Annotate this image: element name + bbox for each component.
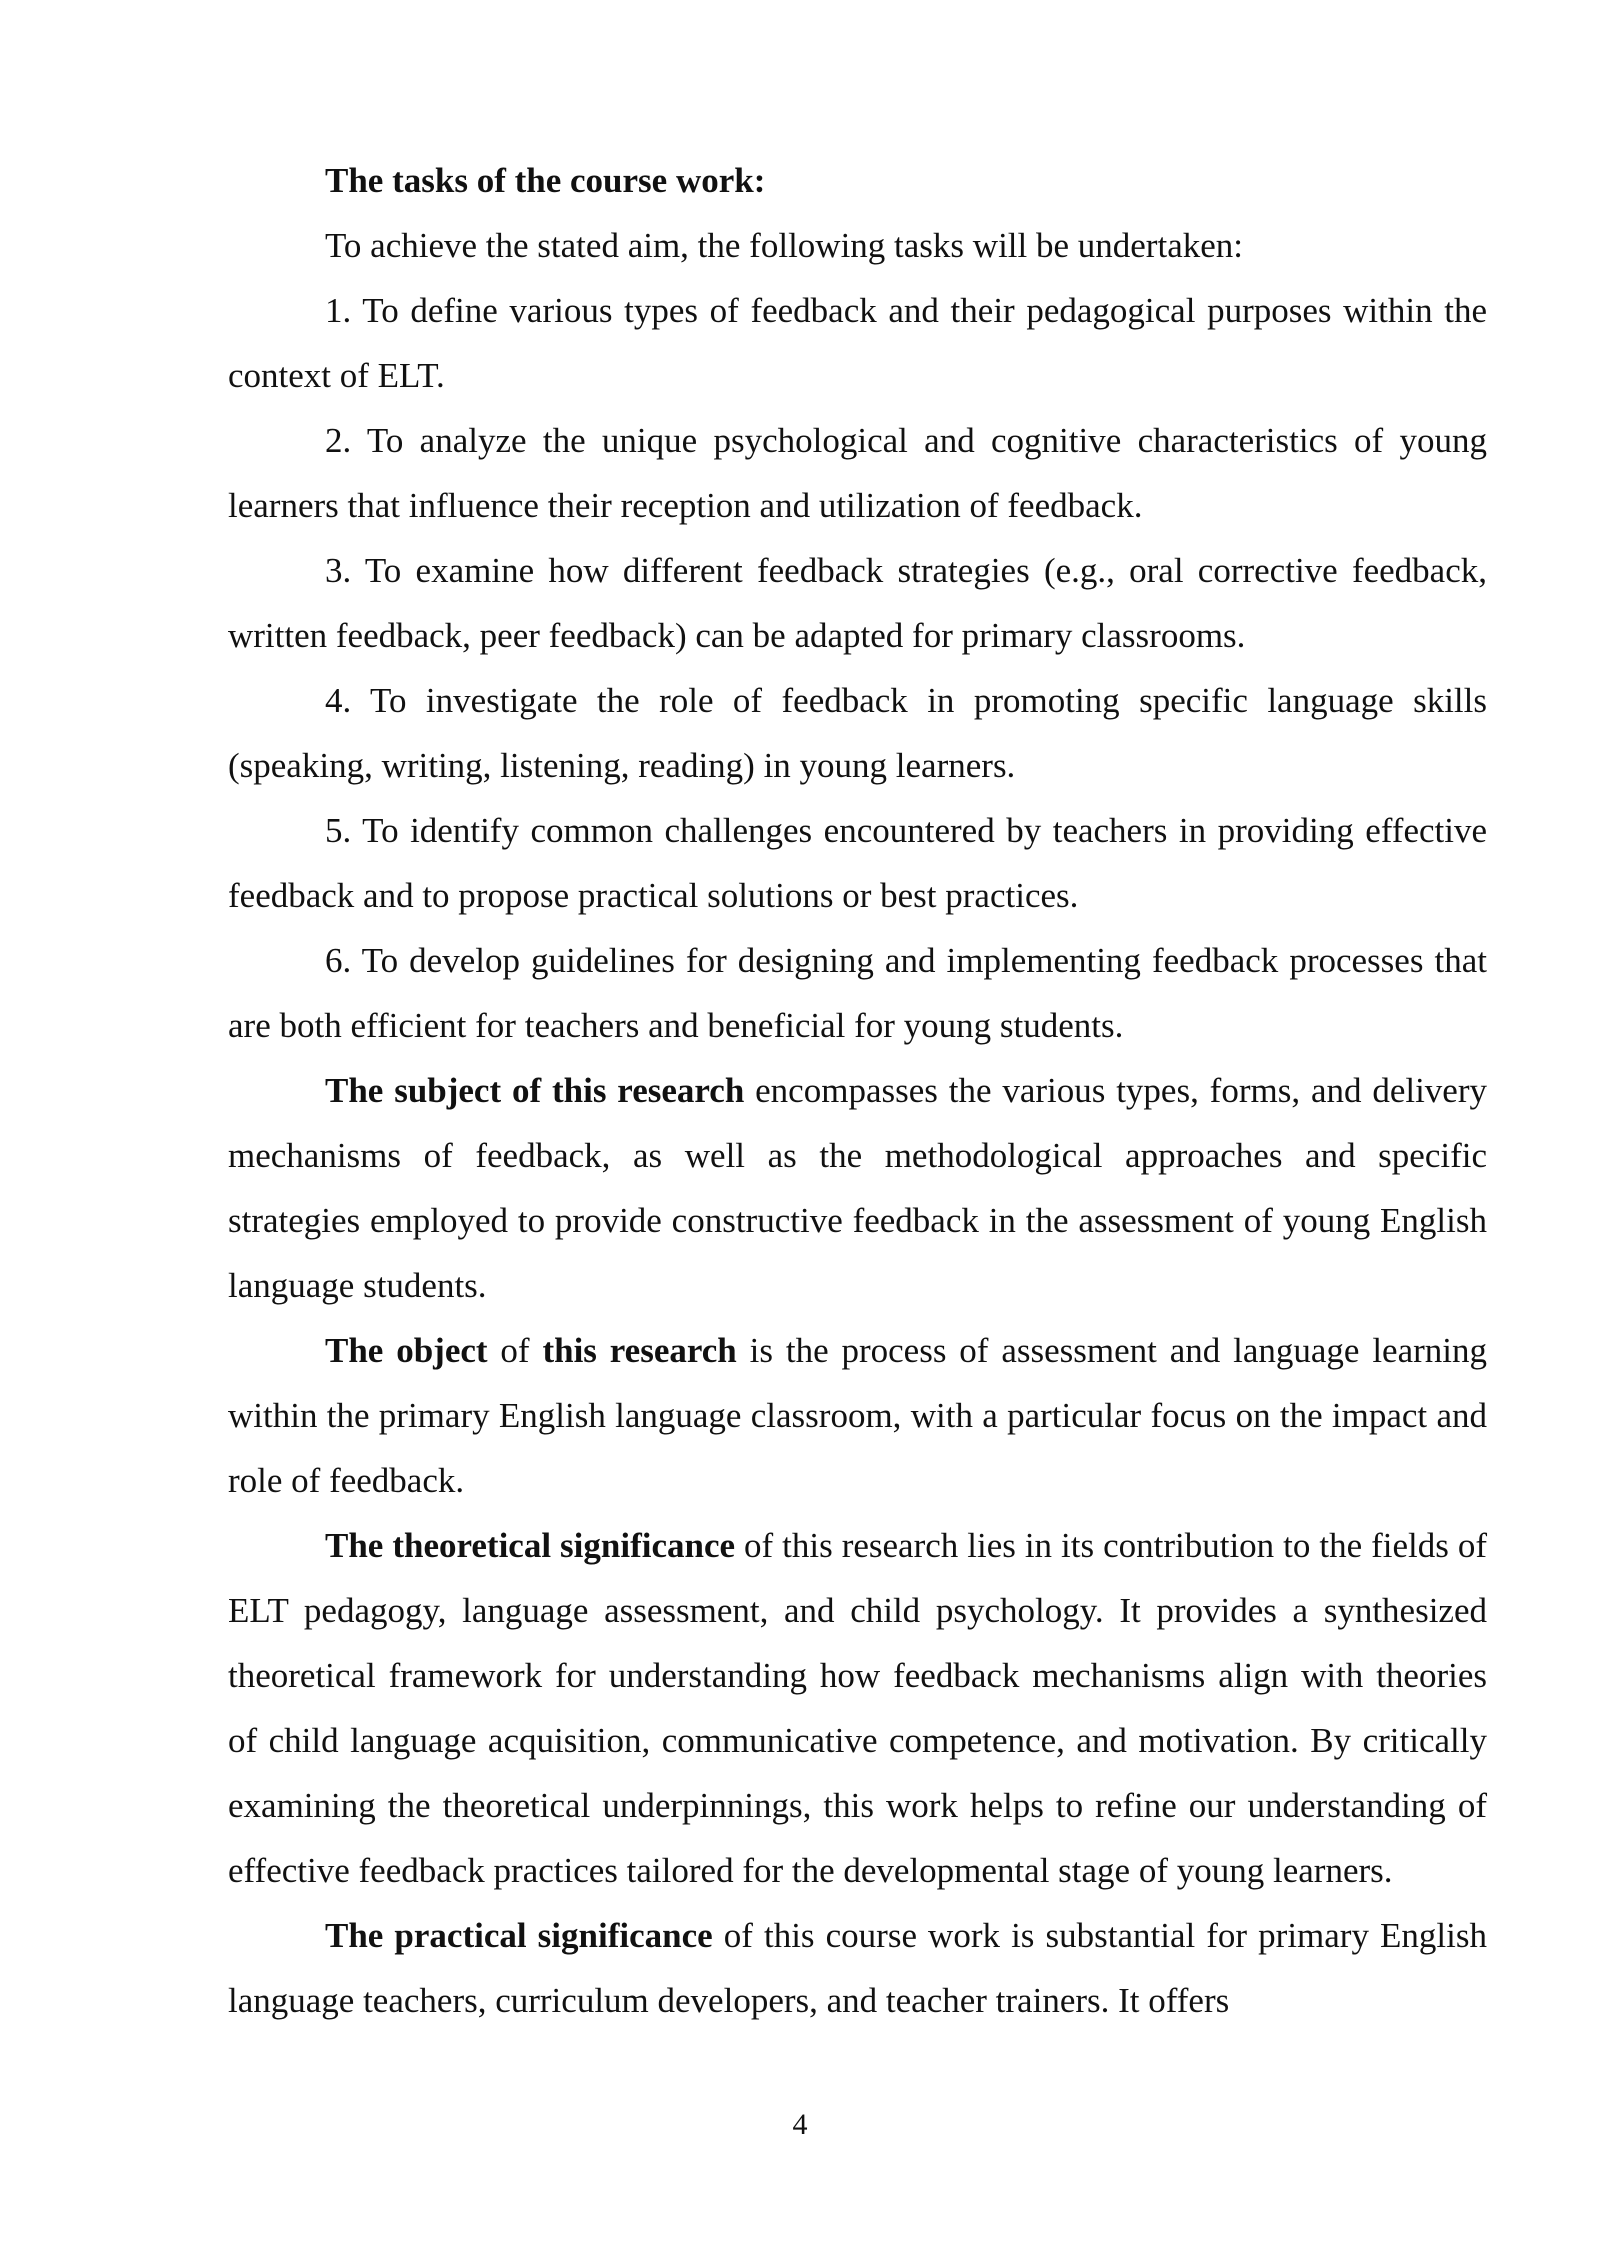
task-item-2: 2. To analyze the unique psychological and cognitive characteristics of young learners that influence their reception and utilization of feedback. [228,421,1487,525]
practical-label: The practical significance [325,1916,713,1955]
theoretical-paragraph [228,1513,1487,1903]
task-item-5: 5. To identify common challenges encountered by teachers in providing effective feedback and to propose practical solutions or best practices. [228,811,1487,915]
subject-text: encompasses the various types, forms, and delivery mechanisms of feedback, as well as the methodological approaches and specific strategies employed to provide constructive feedback in the assessment of young English language students. [228,1071,1487,1305]
intro-paragraph: To achieve the stated aim, the following tasks will be undertaken: [325,226,1243,265]
object-label: The object [325,1331,488,1370]
object-text: is the process of assessment and language learning within the primary English language classroom, with a particular focus on the impact and role of feedback. [228,1331,1487,1500]
practical-paragraph [228,1903,1487,2033]
object-paragraph [228,1318,1487,1513]
body-text [228,148,1487,2033]
task-item-6: 6. To develop guidelines for designing and implementing feedback processes that are both efficient for teachers and beneficial for young students. [228,941,1487,1045]
task-item-3: 3. To examine how different feedback strategies (e.g., oral corrective feedback, written feedback, peer feedback) can be adapted for primary classrooms. [228,551,1487,655]
task-item-1: 1. To define various types of feedback and their pedagogical purposes within the context of ELT. [228,291,1487,395]
subject-paragraph [228,1058,1487,1318]
subject-label: The subject of this research [325,1071,745,1110]
object-label-research: this research [542,1331,737,1370]
task-item-4: 4. To investigate the role of feedback in promoting specific language skills (speaking, writing, listening, reading) in young learners. [228,681,1487,785]
theoretical-label: The theoretical significance [325,1526,736,1565]
theoretical-text: of this research lies in its contribution to the fields of ELT pedagogy, language assessment, and child psychology. It provides a synthesized theoretical framework for understanding how feedback mechanisms align with theories of child language acquisition, communicative competence, and motivation. By critically examining the theoretical underpinnings, this work helps to refine our understanding of effective feedback practices tailored for the developmental stage of young learners. [228,1526,1487,1890]
object-connector: of [487,1331,543,1370]
page-number: 4 [792,2108,808,2141]
practical-text: of this course work is substantial for primary English language teachers, curriculum developers, and teacher trainers. It offers [228,1916,1487,2020]
section-heading: The tasks of the course work: [325,161,766,200]
